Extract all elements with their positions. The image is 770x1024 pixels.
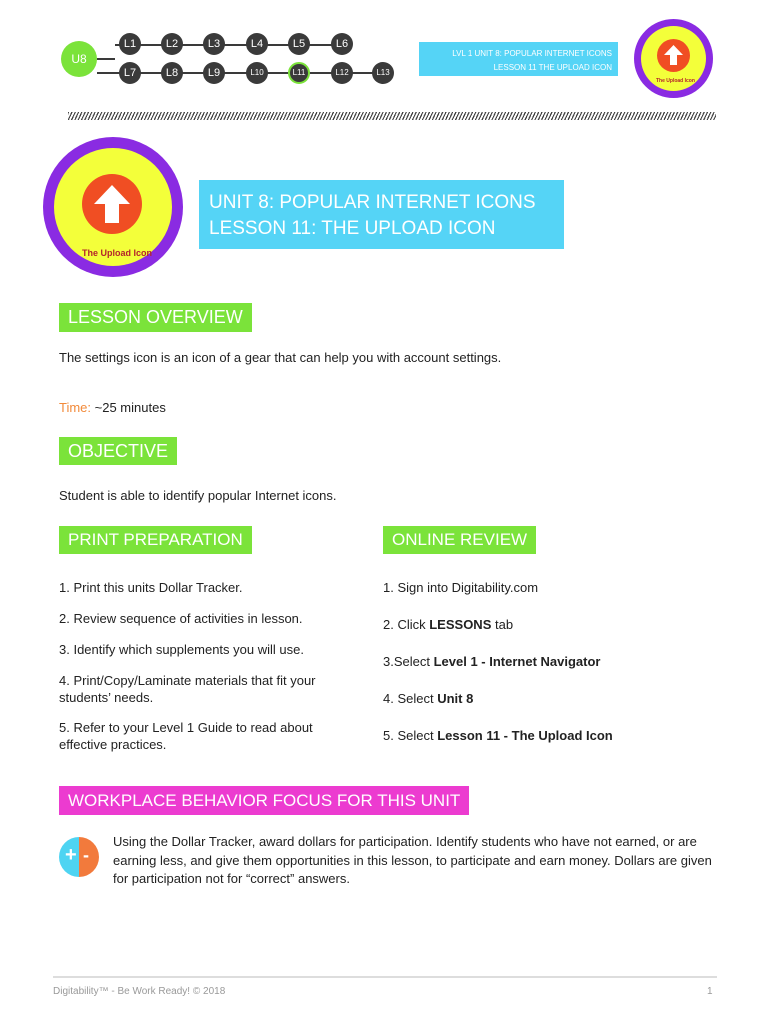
- nav-node-l1[interactable]: L1: [119, 33, 141, 55]
- hatched-divider: [68, 112, 716, 120]
- online-review-item: 1. Sign into Digitability.com: [383, 580, 539, 595]
- footer-copyright: Digitability™ - Be Work Ready! © 2018: [53, 986, 226, 997]
- page-number: 1: [707, 986, 713, 997]
- plus-icon: +: [65, 844, 77, 866]
- print-prep-item: 5. Refer to your Level 1 Guide to read about effective practices.: [59, 720, 313, 752]
- upload-arrow-icon: [663, 44, 684, 66]
- nav-node-l3[interactable]: L3: [203, 33, 225, 55]
- nav-connector: [97, 58, 115, 60]
- online-review-item: 4. Select Unit 8: [383, 691, 474, 706]
- print-prep-item: 3. Identify which supplements you will use.: [59, 642, 304, 657]
- objective-text: Student is able to identify popular Internet icons.: [59, 488, 337, 503]
- badge-large-label: The Upload Icon: [82, 248, 153, 258]
- objective-heading: OBJECTIVE: [59, 437, 177, 465]
- nav-node-l6[interactable]: L6: [331, 33, 353, 55]
- nav-node-l2[interactable]: L2: [161, 33, 183, 55]
- online-review-heading: ONLINE REVIEW: [383, 526, 536, 554]
- unit-node[interactable]: U8: [61, 41, 97, 77]
- nav-node-l9[interactable]: L9: [203, 62, 225, 84]
- nav-connector: [97, 72, 115, 74]
- title-line-1: UNIT 8: POPULAR INTERNET ICONS: [209, 192, 536, 213]
- upload-arrow-icon: [93, 184, 131, 224]
- title-line-2: LESSON 11: THE UPLOAD ICON: [209, 218, 496, 239]
- print-prep-item: 2. Review sequence of activities in lesson.: [59, 611, 303, 626]
- lesson-time: [59, 399, 166, 416]
- nav-connector: [115, 44, 347, 46]
- nav-node-l8[interactable]: L8: [161, 62, 183, 84]
- badge-small-label: The Upload Icon: [656, 78, 695, 84]
- print-preparation-heading: PRINT PREPARATION: [59, 526, 252, 554]
- lesson-overview-text: The settings icon is an icon of a gear that can help you with account settings.: [59, 350, 502, 365]
- online-review-item: 3.Select Level 1 - Internet Navigator: [383, 654, 601, 669]
- print-prep-item: 4. Print/Copy/Laminate materials that fit your students’ needs.: [59, 673, 316, 705]
- footer-divider: [53, 976, 717, 978]
- workplace-behavior-heading: WORKPLACE BEHAVIOR FOCUS FOR THIS UNIT: [59, 786, 469, 815]
- plus-minus-icon: [59, 837, 99, 877]
- nav-node-l7[interactable]: L7: [119, 62, 141, 84]
- header-lesson-tag: [419, 42, 618, 76]
- page-title: [199, 180, 564, 249]
- workplace-behavior-text: Using the Dollar Tracker, award dollars for participation. Identify students who have not earned, or are earning less, and give them opportunities in this lesson, to participate and earn money. Dollars are given for participation not for “correct” answers.: [113, 834, 712, 886]
- nav-node-l10[interactable]: L10: [246, 62, 268, 84]
- time-label: Time:: [59, 400, 92, 415]
- header-line-2: LESSON 11 THE UPLOAD ICON: [493, 63, 612, 72]
- nav-node-l11-current[interactable]: L11: [288, 62, 310, 84]
- nav-node-l5[interactable]: L5: [288, 33, 310, 55]
- minus-icon: -: [83, 845, 89, 865]
- nav-node-l4[interactable]: L4: [246, 33, 268, 55]
- lesson-overview-heading: LESSON OVERVIEW: [59, 303, 252, 332]
- print-prep-item: 1. Print this units Dollar Tracker.: [59, 580, 243, 595]
- header-line-1: LVL 1 UNIT 8: POPULAR INTERNET ICONS: [452, 49, 612, 58]
- nav-node-l12[interactable]: L12: [331, 62, 353, 84]
- nav-node-l13[interactable]: L13: [372, 62, 394, 84]
- time-value: ~25 minutes: [91, 400, 166, 415]
- online-review-item: 5. Select Lesson 11 - The Upload Icon: [383, 728, 613, 743]
- online-review-item: 2. Click LESSONS tab: [383, 617, 514, 632]
